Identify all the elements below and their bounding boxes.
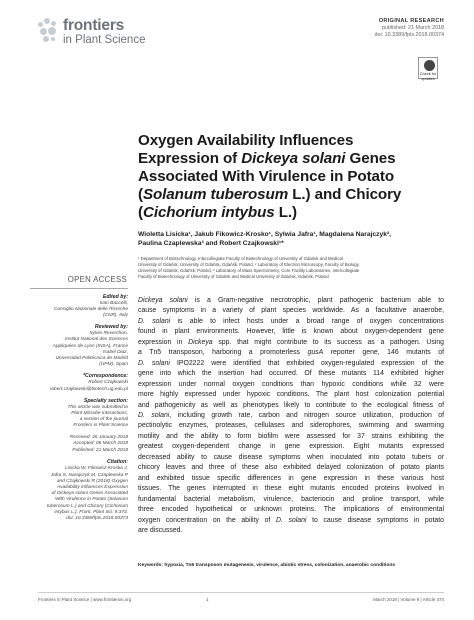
abstract-line: and pathogenicity as well as phenotypes likely to contribute to the ecological fitness of <box>138 401 444 409</box>
citation-heading: Citation: <box>106 459 128 466</box>
abstract-line: D. solani is able to infect hosts under a broad range of oxygen concentrations <box>138 317 444 325</box>
abstract-line: decreased ability to cause disease symptoms when inoculated into potato tubers or <box>138 453 444 461</box>
abstract-line: and exhibited tissue specific differences in gene expression in these various host <box>138 474 444 482</box>
title-line: Expression of Dickeya solani Genes <box>138 150 396 167</box>
dates-section <box>30 435 128 455</box>
abstract-line: motility and the ability to form biofilm were assessed for 37 strains exhibiting the <box>138 432 444 440</box>
correspondence-heading: *Correspondence: <box>83 373 128 380</box>
title-line: (Solanum tuberosum L.) and Chicory <box>138 186 402 203</box>
specialty-section <box>30 398 128 430</box>
abstract-line: chicory leaves and three of these also exhibited delayed colonization of potato plants <box>138 464 444 472</box>
article-type: ORIGINAL RESEARCH <box>378 18 444 24</box>
abstract-line: greatest oxygen-dependent change in gene expression. Eight mutants expressed <box>138 443 444 451</box>
specialty-line: a section of the journal <box>79 417 128 423</box>
published-date: published: 21 March 2018 <box>381 25 444 31</box>
published-date-sidebar: Published: 21 March 2018 <box>72 447 128 453</box>
open-access-label: OPEN ACCESS <box>67 275 127 284</box>
reviewer-line: Isabel Diaz, <box>102 349 128 355</box>
abstract-line: pectinolytic enzymes, proteases, cellulases and siderophores, swimming and swarming <box>138 422 444 430</box>
citation-line: Availability Influences Expression <box>57 485 128 491</box>
reviewer-line: Appliquées de Lyon (INSA), France <box>52 343 128 349</box>
affiliation-line: University of Gdańsk, Gdańsk, Poland, ³ Laboratory of Mass Spectrometry, Core Facility Laboratories, Intercollegiate <box>138 267 360 273</box>
specialty-line: This article was submitted to <box>67 404 128 410</box>
abstract-line: oxygen concentration on the ability of D. solani to cause disease symptoms in potato <box>138 516 445 524</box>
abstract-line: expression under normal oxygen conditions than hypoxic conditions while 32 were <box>138 380 444 388</box>
abstract-line: Dickeya solani is a Gram-negative necrotrophic, plant pathogenic bacterium able to <box>138 297 444 304</box>
abstract-line: are discussed. <box>138 526 183 534</box>
accepted-date: Accepted: 06 March 2018 <box>73 441 128 447</box>
specialty-line: Frontiers in Plant Science <box>73 423 128 429</box>
abstract-line: found in plant environments. However, little is known about oxygen-dependent gene <box>138 328 444 336</box>
journal-name: in Plant Science <box>63 34 146 46</box>
correspondence-email[interactable]: robert.czajkowski@biotech.ug.edu.pl <box>49 386 128 392</box>
affiliation-line: Faculty of Biotechnology of University of Gdańsk and Medical University of Gdańsk, Gdańsk, Poland <box>138 273 329 279</box>
sidebar-divider <box>30 288 128 289</box>
reviewed-by-section <box>30 324 128 368</box>
page-footer <box>38 592 444 602</box>
correspondence-section <box>30 373 128 392</box>
received-date: Received: 26 January 2018 <box>69 434 128 440</box>
citation-doi[interactable]: doi: 10.3389/fpls.2018.00374 <box>66 516 128 522</box>
citation-line: and Czajkowski R (2018) Oxygen <box>56 478 128 484</box>
author-list <box>138 230 444 248</box>
author-line: Paulina Czaplewska³ and Robert Czajkowski¹* <box>138 240 284 247</box>
citation-line: tuberosum L.) and Chicory (Cichorium <box>46 503 128 509</box>
crossmark-icon <box>424 60 435 71</box>
reviewer-line: Sylvie Reverchon, <box>89 331 128 337</box>
frontiers-logo-icon <box>38 18 60 44</box>
article-meta <box>374 17 444 39</box>
citation-line: Jafra S, Narajczyk M, Czaplewska P <box>50 472 128 478</box>
author-line: Wioletta Lisicka¹, Jakub Fikowicz-Krosko¹, Sylwia Jafra¹, Magdalena Narajczyk², <box>138 231 392 238</box>
frontiers-logo[interactable] <box>38 16 198 50</box>
abstract-line: gene into which the insertion had occurred. Of these mutants 114 exhibited higher <box>138 370 444 378</box>
article-doi[interactable]: doi: 10.3389/fpls.2018.00374 <box>374 32 444 39</box>
abstract-line: D. solani IPO2222 were identified that exhibited oxygen-regulated expression of the <box>138 359 444 367</box>
abstract-line: cause symptoms in a variety of plant species worldwide. As a facultative anaerobe, <box>138 307 444 315</box>
footer-volume: March 2018 | Volume 9 | Article 374 <box>373 597 444 602</box>
editor-line: Consiglio Nazionale delle Ricerche <box>53 306 128 312</box>
keywords-label: Keywords: <box>138 563 164 568</box>
corresponding-author: Robert Czajkowski <box>88 380 128 386</box>
affiliation-line: ¹ Department of Biotechnology, Intercollegiate Faculty of Biotechnology of University of Gdańsk and Medical <box>138 256 343 261</box>
abstract-line: fundamental bacterial metabolism, virulence, bacteriocin and proline transport, while <box>138 495 444 503</box>
page-number: 1 <box>206 597 209 602</box>
specialty-heading: Specialty section: <box>83 397 128 404</box>
abstract-line: expression in Dickeya spp. that might contribute to its success as a pathogen. Using <box>138 338 444 346</box>
title-line: (Cichorium intybus L.) <box>138 204 297 221</box>
citation-line: of Dickeya solani Genes Associated <box>51 491 128 497</box>
reviewer-line: (UPM), Spain <box>99 362 128 368</box>
check-for-updates-badge[interactable] <box>418 57 438 79</box>
citation-line: Lisicka W, Fikowicz-Krosko J, <box>65 466 128 472</box>
editor-line: (CNR), Italy <box>102 313 128 318</box>
abstract-line: three encoded hypothetical or unknown proteins. The implications of environmental <box>138 506 444 514</box>
citation-section <box>30 459 128 522</box>
reviewer-line: Universidad Politécnica de Madrid <box>55 356 128 362</box>
abstract-line: D. solani, including growth rate, carbon and nitrogen source utilization, production of <box>138 411 445 419</box>
abstract <box>138 296 444 536</box>
article-title <box>138 132 444 222</box>
citation-line: intybus L.). Front. Plant Sci. 9:374. <box>54 509 128 515</box>
footer-journal-link[interactable]: Frontiers in Plant Science | www.frontiersin.org <box>38 597 132 602</box>
reviewed-by-heading: Reviewed by: <box>94 324 128 331</box>
article-sidebar <box>30 275 128 527</box>
affiliations <box>138 256 444 280</box>
crossmark-label: Check for updates <box>419 72 437 81</box>
keywords <box>138 562 444 569</box>
reviewer-line: Institut National des Sciences <box>65 337 128 343</box>
edited-by-heading: Edited by: <box>102 293 128 300</box>
editor-line: Ivan Baccelli, <box>99 300 128 306</box>
abstract-line: more highly expressed under hypoxic conditions. The plant host colonization potential <box>138 391 444 399</box>
title-line: Associated With Virulence in Potato <box>138 168 395 185</box>
specialty-line: Plant Microbe Interactions, <box>71 411 128 417</box>
abstract-line: tissues. The genes interrupted in these eight mutants encoded proteins involved in <box>138 485 444 493</box>
edited-by-section <box>30 294 128 320</box>
brand-name: frontiers <box>63 17 125 34</box>
citation-line: With Virulence in Potato (Solanum <box>55 497 128 503</box>
keywords-list: hypoxia, Tn5 transposon mutagenesis, virulence, abiotic stress, colonization, anaerobic conditions <box>164 563 396 568</box>
title-line: Oxygen Availability Influences <box>138 132 354 149</box>
affiliation-line: University of Gdańsk, University of Gdańsk, Gdańsk, Poland, ² Laboratory of Electron Microscopy, Faculty of Biology, <box>138 261 360 267</box>
abstract-line: a Tn5 transposon, harboring a promoterless gusA reporter gene, 146 mutants of <box>138 349 444 357</box>
journal-header <box>38 14 444 54</box>
